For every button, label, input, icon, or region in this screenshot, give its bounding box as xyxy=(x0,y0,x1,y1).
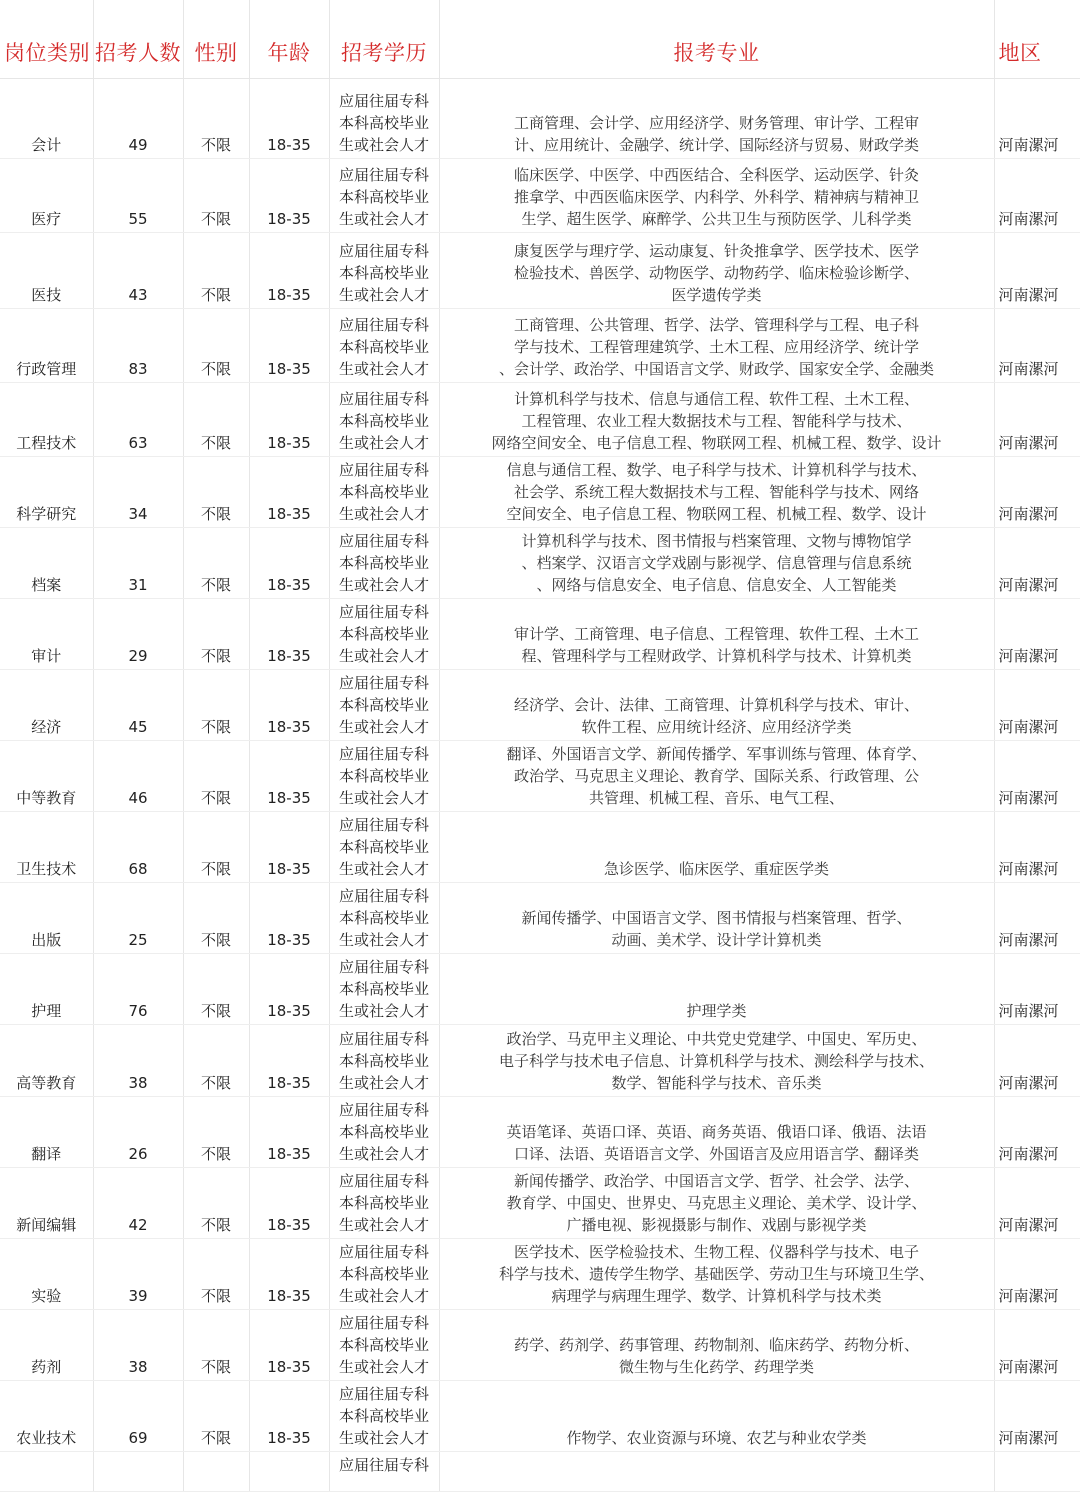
row-age: 18-35 xyxy=(249,159,329,233)
row-region: 河南漯河 xyxy=(994,79,1080,159)
row-education: 应届往届专科 本科高校毕业 生或社会人才 xyxy=(329,309,439,383)
row-region: 河南漯河 xyxy=(994,1239,1080,1310)
row-major: 计算机科学与技术、图书情报与档案管理、文物与博物馆学 、档案学、汉语言文学戏剧与影视学、信息管理与信息系统 、网络与信息安全、电子信息、信息安全、人工智能类 xyxy=(439,528,994,599)
table-row xyxy=(0,1381,1080,1452)
row-category: 卫生技术 xyxy=(0,812,93,883)
header-education: 招考学历 xyxy=(329,28,439,79)
row-category: 会计 xyxy=(0,79,93,159)
table-row xyxy=(0,383,1080,457)
table-row xyxy=(0,528,1080,599)
table-row xyxy=(0,1239,1080,1310)
row-category: 经济 xyxy=(0,670,93,741)
row-sex: 不限 xyxy=(183,1097,249,1168)
row-age: 18-35 xyxy=(249,528,329,599)
row-category: 科学研究 xyxy=(0,457,93,528)
table-row xyxy=(0,79,1080,159)
row-education: 应届往届专科 本科高校毕业 生或社会人才 xyxy=(329,1097,439,1168)
row-sex: 不限 xyxy=(183,883,249,954)
row-count: 38 xyxy=(93,1310,183,1381)
row-category: 实验 xyxy=(0,1239,93,1310)
row-age: 18-35 xyxy=(249,309,329,383)
table-row xyxy=(0,1168,1080,1239)
header-row xyxy=(0,28,1080,79)
row-sex: 不限 xyxy=(183,159,249,233)
row-region: 河南漯河 xyxy=(994,670,1080,741)
row-education-partial: 应届往届专科 xyxy=(329,1452,439,1492)
row-category: 医疗 xyxy=(0,159,93,233)
table-row xyxy=(0,670,1080,741)
row-age: 18-35 xyxy=(249,599,329,670)
row-count: 45 xyxy=(93,670,183,741)
empty-cell xyxy=(994,1452,1080,1492)
empty-cell xyxy=(183,1452,249,1492)
header-major: 报考专业 xyxy=(439,28,994,79)
row-count: 69 xyxy=(93,1381,183,1452)
row-major: 审计学、工商管理、电子信息、工程管理、软件工程、土木工 程、管理科学与工程财政学、计算机科学与技术、计算机类 xyxy=(439,599,994,670)
row-education: 应届往届专科 本科高校毕业 生或社会人才 xyxy=(329,883,439,954)
row-major: 护理学类 xyxy=(439,954,994,1025)
row-major: 康复医学与理疗学、运动康复、针灸推拿学、医学技术、医学 检验技术、兽医学、动物医学、动物药学、临床检验诊断学、 医学遗传学类 xyxy=(439,233,994,309)
row-age: 18-35 xyxy=(249,383,329,457)
table-body xyxy=(0,79,1080,1492)
row-education: 应届往届专科 本科高校毕业 生或社会人才 xyxy=(329,457,439,528)
row-category: 行政管理 xyxy=(0,309,93,383)
row-age: 18-35 xyxy=(249,883,329,954)
row-education: 应届往届专科 本科高校毕业 生或社会人才 xyxy=(329,383,439,457)
row-education: 应届往届专科 本科高校毕业 生或社会人才 xyxy=(329,670,439,741)
row-major: 作物学、农业资源与环境、农艺与种业农学类 xyxy=(439,1381,994,1452)
row-age: 18-35 xyxy=(249,670,329,741)
header-category: 岗位类别 xyxy=(0,28,93,79)
empty-cell xyxy=(439,1452,994,1492)
row-sex: 不限 xyxy=(183,812,249,883)
row-region: 河南漯河 xyxy=(994,812,1080,883)
row-count: 29 xyxy=(93,599,183,670)
row-region: 河南漯河 xyxy=(994,457,1080,528)
row-region: 河南漯河 xyxy=(994,1381,1080,1452)
row-sex: 不限 xyxy=(183,309,249,383)
row-count: 43 xyxy=(93,233,183,309)
row-region: 河南漯河 xyxy=(994,233,1080,309)
row-age: 18-35 xyxy=(249,1025,329,1097)
row-major: 工商管理、公共管理、哲学、法学、管理科学与工程、电子科 学与技术、工程管理建筑学、土木工程、应用经济学、统计学 、会计学、政治学、中国语言文学、财政学、国家安全学、金融类 xyxy=(439,309,994,383)
table-row xyxy=(0,741,1080,812)
row-sex: 不限 xyxy=(183,1239,249,1310)
header-age: 年龄 xyxy=(249,28,329,79)
row-major: 计算机科学与技术、信息与通信工程、软件工程、土木工程、 工程管理、农业工程大数据技术与工程、智能科学与技术、 网络空间安全、电子信息工程、物联网工程、机械工程、数学、设计 xyxy=(439,383,994,457)
row-education: 应届往届专科 本科高校毕业 生或社会人才 xyxy=(329,1381,439,1452)
row-region: 河南漯河 xyxy=(994,1097,1080,1168)
row-age: 18-35 xyxy=(249,1239,329,1310)
row-education: 应届往届专科 本科高校毕业 生或社会人才 xyxy=(329,812,439,883)
row-region: 河南漯河 xyxy=(994,1310,1080,1381)
row-category: 医技 xyxy=(0,233,93,309)
row-count: 55 xyxy=(93,159,183,233)
header-region: 地区 xyxy=(994,28,1080,79)
row-age: 18-35 xyxy=(249,812,329,883)
table-row xyxy=(0,457,1080,528)
row-sex: 不限 xyxy=(183,457,249,528)
row-region: 河南漯河 xyxy=(994,159,1080,233)
row-major: 政治学、马克甲主义理论、中共党史党建学、中国史、军历史、 电子科学与技术电子信息、计算机科学与技术、测绘科学与技术、 数学、智能科学与技术、音乐类 xyxy=(439,1025,994,1097)
row-education: 应届往届专科 本科高校毕业 生或社会人才 xyxy=(329,1310,439,1381)
row-category: 中等教育 xyxy=(0,741,93,812)
row-region: 河南漯河 xyxy=(994,309,1080,383)
row-category: 审计 xyxy=(0,599,93,670)
row-education: 应届往届专科 本科高校毕业 生或社会人才 xyxy=(329,79,439,159)
row-region: 河南漯河 xyxy=(994,599,1080,670)
row-region: 河南漯河 xyxy=(994,741,1080,812)
row-category: 农业技术 xyxy=(0,1381,93,1452)
row-major: 信息与通信工程、数学、电子科学与技术、计算机科学与技术、 社会学、系统工程大数据技术与工程、智能科学与技术、网络 空间安全、电子信息工程、物联网工程、机械工程、数学、设计 xyxy=(439,457,994,528)
empty-cell xyxy=(249,1452,329,1492)
row-count: 42 xyxy=(93,1168,183,1239)
header-sex: 性别 xyxy=(183,28,249,79)
row-category: 出版 xyxy=(0,883,93,954)
row-major: 英语笔译、英语口译、英语、商务英语、俄语口译、俄语、法语 口译、法语、英语语言文学、外国语言及应用语言学、翻译类 xyxy=(439,1097,994,1168)
row-count: 38 xyxy=(93,1025,183,1097)
table-row xyxy=(0,599,1080,670)
row-age: 18-35 xyxy=(249,79,329,159)
row-education: 应届往届专科 本科高校毕业 生或社会人才 xyxy=(329,233,439,309)
row-age: 18-35 xyxy=(249,233,329,309)
row-region: 河南漯河 xyxy=(994,1168,1080,1239)
row-education: 应届往届专科 本科高校毕业 生或社会人才 xyxy=(329,159,439,233)
row-count: 76 xyxy=(93,954,183,1025)
row-sex: 不限 xyxy=(183,1168,249,1239)
row-category: 档案 xyxy=(0,528,93,599)
row-sex: 不限 xyxy=(183,1310,249,1381)
table-row xyxy=(0,309,1080,383)
row-category: 新闻编辑 xyxy=(0,1168,93,1239)
row-region: 河南漯河 xyxy=(994,528,1080,599)
row-major: 急诊医学、临床医学、重症医学类 xyxy=(439,812,994,883)
table-row xyxy=(0,159,1080,233)
row-sex: 不限 xyxy=(183,79,249,159)
row-age: 18-35 xyxy=(249,1381,329,1452)
row-count: 26 xyxy=(93,1097,183,1168)
row-major: 翻译、外国语言文学、新闻传播学、军事训练与管理、体育学、 政治学、马克思主义理论、教育学、国际关系、行政管理、公 共管理、机械工程、音乐、电气工程、 xyxy=(439,741,994,812)
row-region: 河南漯河 xyxy=(994,954,1080,1025)
table-row xyxy=(0,1025,1080,1097)
row-sex: 不限 xyxy=(183,233,249,309)
row-count: 31 xyxy=(93,528,183,599)
table-row-partial xyxy=(0,1452,1080,1492)
row-education: 应届往届专科 本科高校毕业 生或社会人才 xyxy=(329,1168,439,1239)
row-category: 工程技术 xyxy=(0,383,93,457)
row-education: 应届往届专科 本科高校毕业 生或社会人才 xyxy=(329,599,439,670)
row-age: 18-35 xyxy=(249,1097,329,1168)
row-major: 工商管理、会计学、应用经济学、财务管理、审计学、工程审 计、应用统计、金融学、统计学、国际经济与贸易、财政学类 xyxy=(439,79,994,159)
header-count: 招考人数 xyxy=(93,28,183,79)
row-education: 应届往届专科 本科高校毕业 生或社会人才 xyxy=(329,954,439,1025)
row-count: 39 xyxy=(93,1239,183,1310)
row-age: 18-35 xyxy=(249,741,329,812)
row-sex: 不限 xyxy=(183,954,249,1025)
top-spacer-row xyxy=(0,0,1080,28)
row-major: 药学、药剂学、药事管理、药物制剂、临床药学、药物分析、 微生物与生化药学、药理学类 xyxy=(439,1310,994,1381)
row-category: 翻译 xyxy=(0,1097,93,1168)
row-sex: 不限 xyxy=(183,741,249,812)
row-count: 83 xyxy=(93,309,183,383)
table-row xyxy=(0,233,1080,309)
row-count: 49 xyxy=(93,79,183,159)
row-region: 河南漯河 xyxy=(994,383,1080,457)
row-age: 18-35 xyxy=(249,457,329,528)
table-row xyxy=(0,1097,1080,1168)
row-age: 18-35 xyxy=(249,1168,329,1239)
table-row xyxy=(0,1310,1080,1381)
row-region: 河南漯河 xyxy=(994,883,1080,954)
row-major: 新闻传播学、中国语言文学、图书情报与档案管理、哲学、 动画、美术学、设计学计算机类 xyxy=(439,883,994,954)
row-sex: 不限 xyxy=(183,528,249,599)
row-education: 应届往届专科 本科高校毕业 生或社会人才 xyxy=(329,528,439,599)
table-row xyxy=(0,812,1080,883)
row-category: 药剂 xyxy=(0,1310,93,1381)
row-education: 应届往届专科 本科高校毕业 生或社会人才 xyxy=(329,1239,439,1310)
row-major: 新闻传播学、政治学、中国语言文学、哲学、社会学、法学、 教育学、中国史、世界史、马克思主义理论、美术学、设计学、 广播电视、影视摄影与制作、戏剧与影视学类 xyxy=(439,1168,994,1239)
row-count: 63 xyxy=(93,383,183,457)
row-sex: 不限 xyxy=(183,599,249,670)
row-count: 25 xyxy=(93,883,183,954)
row-category: 护理 xyxy=(0,954,93,1025)
row-sex: 不限 xyxy=(183,670,249,741)
empty-cell xyxy=(93,1452,183,1492)
row-age: 18-35 xyxy=(249,1310,329,1381)
row-age: 18-35 xyxy=(249,954,329,1025)
row-sex: 不限 xyxy=(183,1381,249,1452)
row-sex: 不限 xyxy=(183,1025,249,1097)
row-major: 临床医学、中医学、中西医结合、全科医学、运动医学、针灸 推拿学、中西医临床医学、内科学、外科学、精神病与精神卫 生学、超生医学、麻醉学、公共卫生与预防医学、儿科学类 xyxy=(439,159,994,233)
table-row xyxy=(0,954,1080,1025)
row-sex: 不限 xyxy=(183,383,249,457)
row-education: 应届往届专科 本科高校毕业 生或社会人才 xyxy=(329,1025,439,1097)
row-major: 经济学、会计、法律、工商管理、计算机科学与技术、审计、 软件工程、应用统计经济、应用经济学类 xyxy=(439,670,994,741)
row-major: 医学技术、医学检验技术、生物工程、仪器科学与技术、电子 科学与技术、遗传学生物学、基础医学、劳动卫生与环境卫生学、 病理学与病理生理学、数学、计算机科学与技术类 xyxy=(439,1239,994,1310)
row-count: 34 xyxy=(93,457,183,528)
row-count: 68 xyxy=(93,812,183,883)
row-region: 河南漯河 xyxy=(994,1025,1080,1097)
row-category: 高等教育 xyxy=(0,1025,93,1097)
row-count: 46 xyxy=(93,741,183,812)
table-row xyxy=(0,883,1080,954)
empty-cell xyxy=(0,1452,93,1492)
row-education: 应届往届专科 本科高校毕业 生或社会人才 xyxy=(329,741,439,812)
